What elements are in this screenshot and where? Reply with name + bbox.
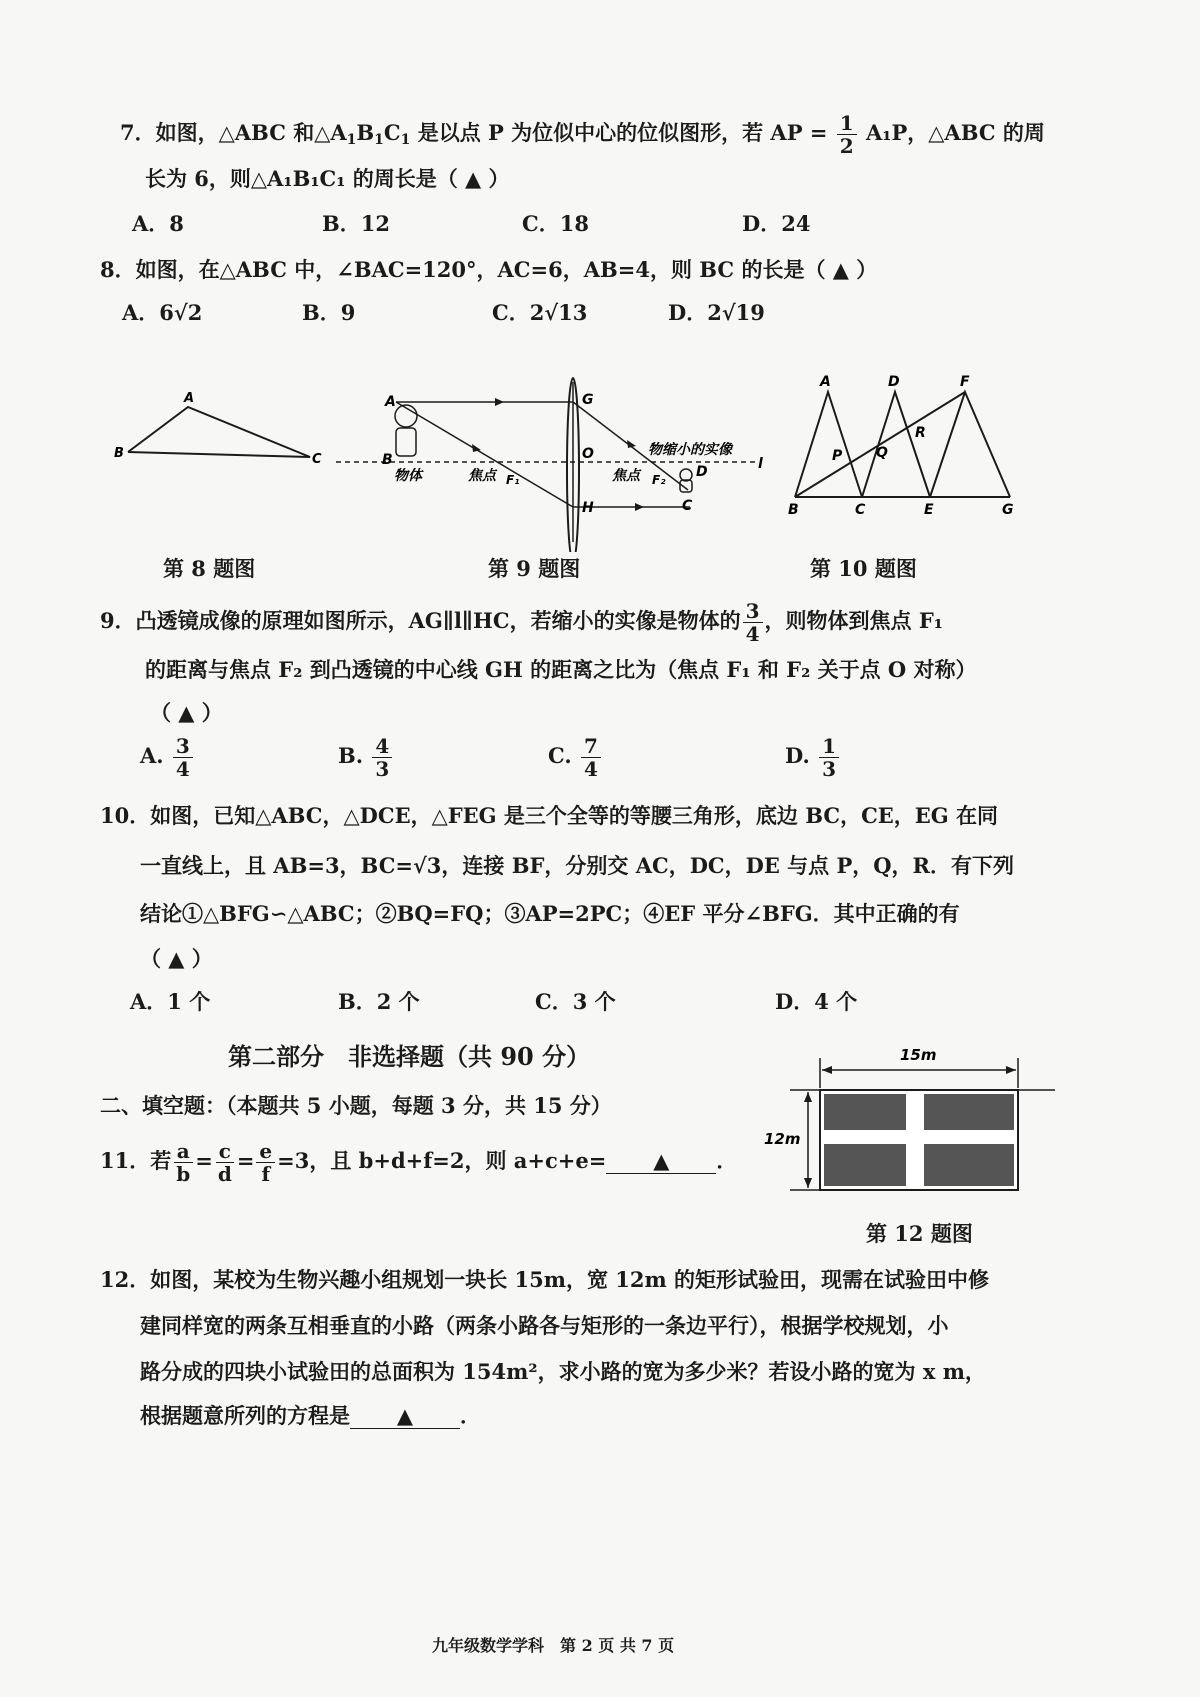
- fig12-width-label: 15m: [900, 1046, 937, 1064]
- question-9-line-2: 的距离与焦点 F₂ 到凸透镜的中心线 GH 的距离之比为（焦点 F₁ 和 F₂ 关于点 O 对称）: [145, 657, 977, 682]
- fig10-label-e: E: [924, 502, 934, 518]
- q9-option-b-num: 4: [372, 735, 392, 758]
- page-footer: 九年级数学学科 第 2 页 共 7 页: [432, 1636, 675, 1655]
- arrow-icon: [495, 398, 504, 406]
- q9-text-a: 9．凸透镜成像的原理如图所示，AG∥l∥HC，若缩小的实像是物体的: [100, 608, 741, 633]
- q9-option-a-fraction: [173, 735, 193, 780]
- q11-fraction-2: [215, 1140, 235, 1185]
- figure-9-caption: 第 9 题图: [488, 556, 581, 581]
- fig9-label-h: H: [582, 500, 594, 516]
- fig12-plot-2: [924, 1094, 1014, 1130]
- q7-option-b: B．12: [322, 211, 390, 236]
- fig9-label-d: D: [696, 464, 708, 480]
- q8-option-d: D．2√19: [668, 300, 765, 325]
- q11-eq-1: =: [195, 1148, 213, 1173]
- q7-text-e: C: [383, 120, 401, 145]
- q9-frac-num: 3: [743, 600, 763, 623]
- q12-answer-blank[interactable]: ▲: [350, 1403, 460, 1429]
- question-12-line-2: 建同样宽的两条互相垂直的小路（两条小路各与矩形的一条边平行），根据学校规划，小: [140, 1313, 949, 1338]
- question-10-line-3: 结论①△BFG∽△ABC；②BQ=FQ；③AP=2PC；④EF 平分∠BFG．其中正确的有: [140, 901, 960, 926]
- fig9-label-f2: F₂: [652, 473, 666, 487]
- fig9-label-f1: F₁: [506, 473, 520, 487]
- q7-frac-den: 2: [839, 134, 854, 158]
- fig12-height-label: 12m: [764, 1130, 801, 1148]
- question-8-line-1: 8．如图，在△ABC 中，∠BAC=120°，AC=6，AB=4，则 BC 的长是（ ▲ ）: [100, 257, 878, 282]
- triangle-abc: [128, 407, 310, 457]
- q11-frac-2-den: d: [217, 1162, 232, 1186]
- q10-option-d: D．4 个: [775, 989, 858, 1014]
- fig10-label-q: Q: [876, 445, 888, 461]
- fig10-label-f: F: [960, 374, 970, 390]
- q8-option-b: B．9: [302, 300, 356, 325]
- fig9-label-b: B: [382, 452, 393, 468]
- fig10-label-c: C: [855, 502, 866, 518]
- q7-text-g: 是以点 P 为位似中心的位似图形，若 AP =: [410, 120, 835, 145]
- fig9-text-focus-2: 焦点: [612, 468, 640, 484]
- arrow-down-icon: [804, 1178, 812, 1188]
- q9-option-c-label: C.: [548, 743, 572, 768]
- section-fill-in-header: 二、填空题：（本题共 5 小题，每题 3 分，共 15 分）: [100, 1093, 612, 1118]
- q9-option-b-den: 3: [375, 757, 390, 781]
- q9-fraction: [743, 600, 763, 645]
- q11-end: ．: [716, 1148, 738, 1173]
- person-body-icon: [396, 428, 416, 456]
- fig12-plot-1: [824, 1094, 906, 1130]
- q7-sub-2: 1: [374, 132, 384, 148]
- figure-12: [760, 1040, 1060, 1200]
- fig12-plot-4: [924, 1144, 1014, 1186]
- q9-option-a-num: 3: [173, 735, 193, 758]
- fig12-plot-3: [824, 1144, 906, 1186]
- q9-option-c: [548, 735, 603, 780]
- figure-8: [110, 385, 330, 475]
- fig9-label-a: A: [385, 394, 396, 410]
- arrow-icon: [627, 440, 636, 448]
- q9-text-b: ，则物体到焦点 F₁: [764, 608, 943, 633]
- q8-option-c: C．2√13: [492, 300, 588, 325]
- fig9-text-focus-1: 焦点: [468, 468, 496, 484]
- q10-option-c: C．3 个: [535, 989, 616, 1014]
- q9-option-b: [338, 735, 394, 780]
- question-12-line-4: [140, 1400, 481, 1430]
- q9-option-b-label: B.: [338, 743, 364, 768]
- q11-frac-3-num: e: [256, 1140, 275, 1163]
- arrow-right-icon: [1006, 1066, 1016, 1074]
- triangle-abc: [795, 392, 862, 497]
- small-person-icon: [680, 469, 692, 481]
- figure-12-caption: 第 12 题图: [866, 1221, 973, 1246]
- fig9-label-o: O: [582, 446, 594, 462]
- fig8-label-c: C: [312, 452, 322, 467]
- q11-eq-2: =: [236, 1148, 255, 1173]
- arrow-up-icon: [804, 1092, 812, 1102]
- q9-option-c-den: 4: [583, 757, 598, 781]
- q9-option-a-den: 4: [175, 757, 190, 781]
- part-2-title: 第二部分 非选择题（共 90 分）: [228, 1042, 591, 1071]
- q10-option-a: A．1 个: [130, 989, 211, 1014]
- question-11: [100, 1140, 737, 1185]
- fig9-text-image: 物缩小的实像: [648, 442, 732, 458]
- q9-option-d: [785, 735, 841, 780]
- figure-9: [330, 372, 770, 552]
- q11-suffix: =3，且 b+d+f=2，则 a+c+e=: [277, 1148, 607, 1173]
- triangle-feg: [930, 392, 1010, 497]
- fig8-label-b: B: [114, 446, 124, 461]
- q9-option-d-den: 3: [822, 757, 837, 781]
- q11-frac-3-den: f: [261, 1162, 271, 1186]
- figure-8-caption: 第 8 题图: [163, 556, 256, 581]
- question-7-line-2: 长为 6，则△A₁B₁C₁ 的周长是（ ▲ ）: [145, 166, 510, 191]
- q7-text-c: B: [356, 120, 375, 145]
- fig10-label-r: R: [915, 425, 926, 441]
- q9-option-a: [140, 735, 195, 780]
- q8-option-a: A．6√2: [122, 300, 203, 325]
- q7-option-c: C．18: [522, 211, 589, 236]
- figure-10-caption: 第 10 题图: [810, 556, 917, 581]
- fig10-label-g: G: [1002, 502, 1014, 518]
- fig9-label-c: C: [682, 498, 693, 514]
- q12-end: ．: [460, 1403, 481, 1428]
- q11-frac-1-den: b: [176, 1162, 191, 1186]
- figure-10: [780, 370, 1030, 520]
- question-9-line-1: [100, 600, 943, 645]
- q11-frac-2-num: c: [216, 1140, 234, 1163]
- fig10-label-a: A: [820, 374, 831, 390]
- q9-frac-den: 4: [745, 622, 760, 646]
- question-12-line-1: 12．如图，某校为生物兴趣小组规划一块长 15m，宽 12m 的矩形试验田，现需在试验田中修: [100, 1267, 990, 1292]
- arrow-left-icon: [822, 1066, 832, 1074]
- q11-answer-blank[interactable]: ▲: [606, 1148, 716, 1174]
- q11-prefix: 11．若: [100, 1148, 172, 1173]
- question-12-line-3: 路分成的四块小试验田的总面积为 154m²，求小路的宽为多少米？若设小路的宽为 x m，: [140, 1359, 986, 1384]
- q11-fraction-3: [256, 1140, 275, 1185]
- q7-option-a: A．8: [132, 211, 184, 236]
- fig8-label-a: A: [184, 391, 195, 406]
- fig9-label-l: l: [758, 456, 763, 472]
- q12-prefix: 根据题意所列的方程是: [140, 1403, 350, 1428]
- question-10-line-4: （ ▲ ）: [140, 946, 213, 971]
- question-10-line-1: 10．如图，已知△ABC，△DCE，△FEG 是三个全等的等腰三角形，底边 BC，CE，EG 在同: [100, 803, 999, 828]
- q7-fraction: [837, 112, 857, 157]
- triangle-dce: [862, 392, 930, 497]
- q9-option-a-label: A.: [140, 743, 164, 768]
- q11-frac-1-num: a: [174, 1140, 193, 1163]
- q7-sub-3: 1: [400, 132, 411, 148]
- fig9-ray-ah: [396, 402, 573, 507]
- q11-fraction-1: [173, 1140, 193, 1185]
- q9-option-c-num: 7: [581, 735, 601, 758]
- q10-option-b: B．2 个: [338, 989, 420, 1014]
- question-9-line-3: （ ▲ ）: [150, 700, 223, 725]
- q9-option-d-num: 1: [819, 735, 839, 758]
- fig9-label-g: G: [582, 392, 594, 408]
- q9-option-d-fraction: [819, 735, 839, 780]
- fig10-label-d: D: [888, 374, 900, 390]
- q9-option-c-fraction: [581, 735, 601, 780]
- question-10-line-2: 一直线上，且 AB=3，BC=√3，连接 BF，分别交 AC，DC，DE 与点 P，Q，R．有下列: [140, 853, 1015, 878]
- q7-sub-1: 1: [346, 132, 357, 148]
- q9-option-b-fraction: [372, 735, 392, 780]
- fig10-label-b: B: [788, 502, 799, 518]
- q7-text-h: A₁P，△ABC 的周: [858, 120, 1045, 145]
- question-7-line-1: [120, 112, 1045, 157]
- q7-option-d: D．24: [742, 211, 811, 236]
- q7-text-a: 7．如图，△ABC 和△A: [120, 120, 347, 145]
- q9-option-d-label: D.: [785, 743, 810, 768]
- fig10-label-p: P: [832, 448, 843, 464]
- q7-frac-num: 1: [837, 112, 857, 135]
- fig9-text-object: 物体: [394, 468, 422, 484]
- arrow-icon: [635, 503, 644, 511]
